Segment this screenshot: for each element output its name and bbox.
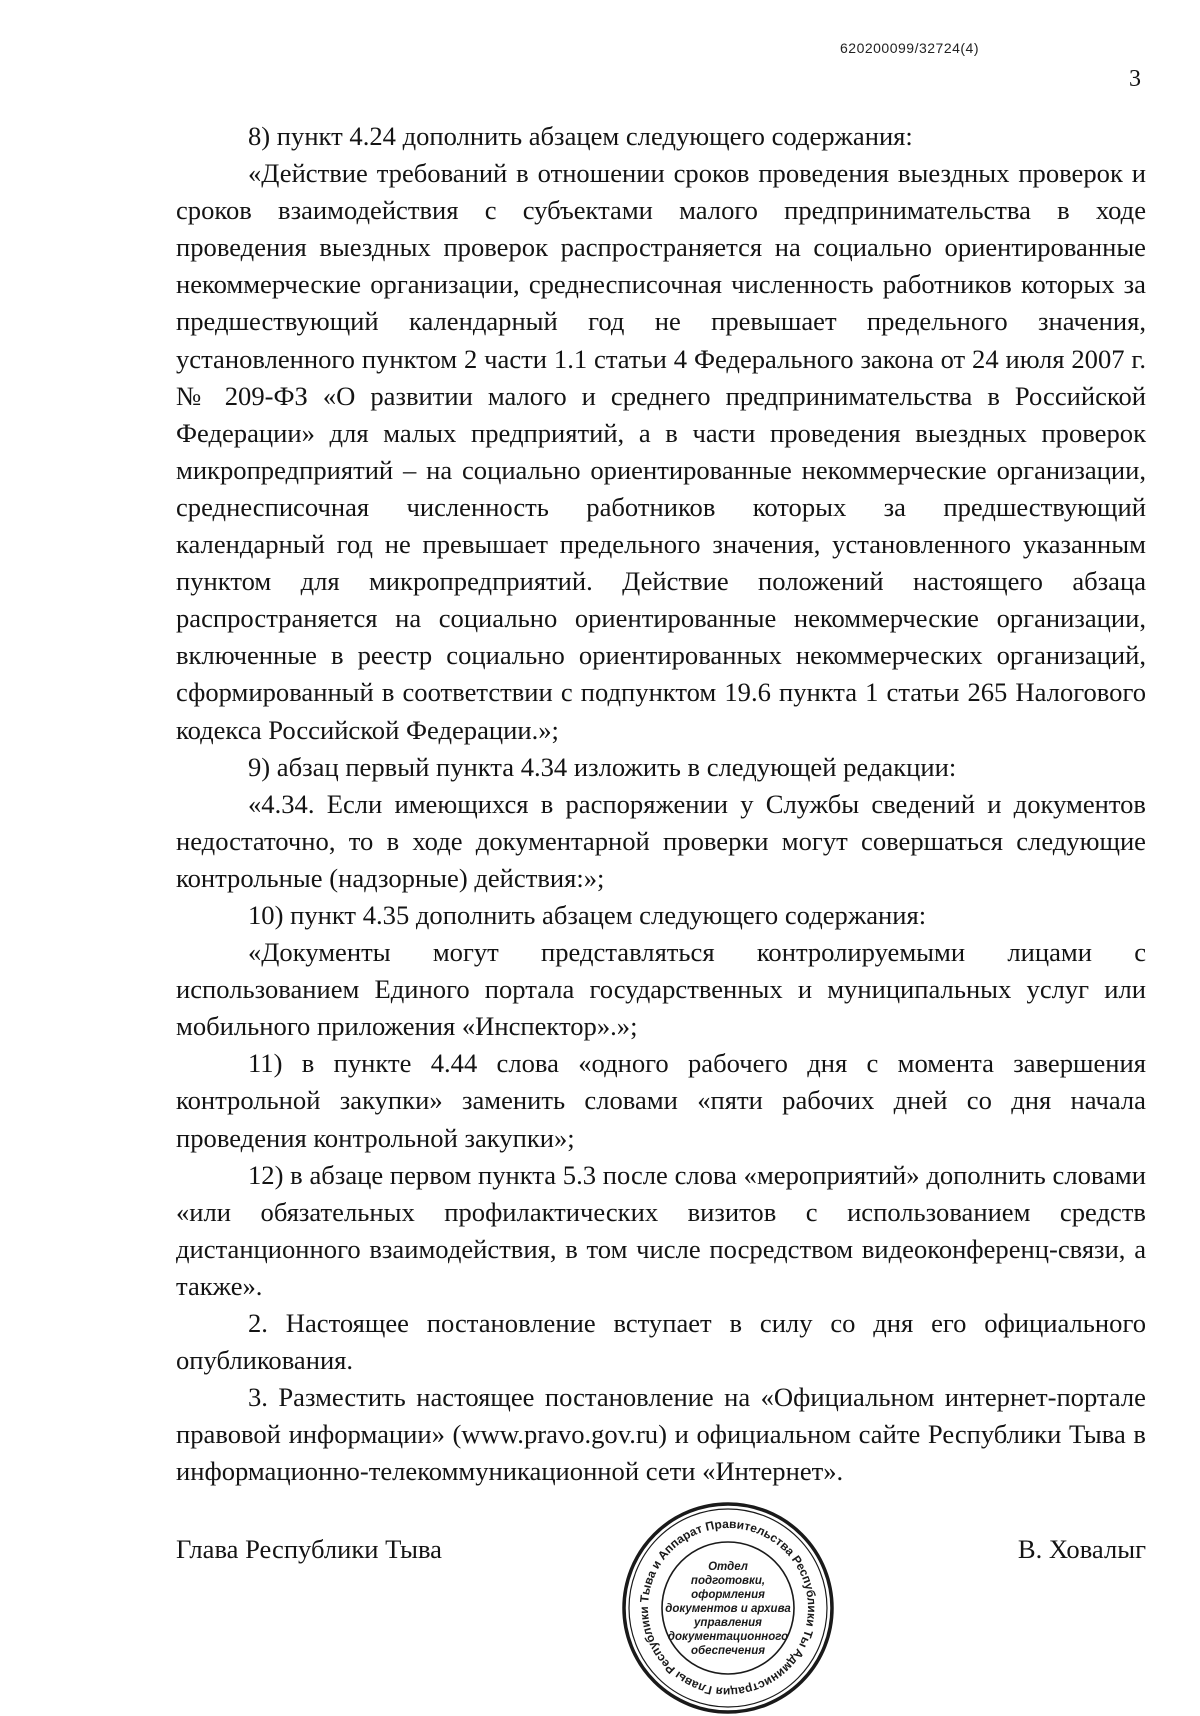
paragraph-item-10: 10) пункт 4.35 дополнить абзацем следующего содержания:: [248, 899, 927, 930]
seal-center-line: Отдел: [708, 1561, 748, 1573]
paragraph-clause-2: 2. Настоящее постановление вступает в силу со дня его официального опубликования.: [176, 1308, 1146, 1376]
paragraph-clause-3: 3. Разместить настоящее постановление на «Официальном интернет-портале правовой информации» (www.pravo.gov.ru) и официальном сайте Республики Тыва в информационно-телекоммуникационной сети «Интернет».: [176, 1382, 1146, 1487]
seal-center-line: документационного: [667, 1631, 789, 1643]
document-body: [176, 118, 1146, 1490]
paragraph-item-10-quote: «Документы могут представляться контролируемыми лицами с использованием Единого портала государственных и муниципальных услуг или мобильного приложения «Инспектор».»;: [176, 937, 1146, 1042]
signatory-position: Глава Республики Тыва: [176, 1534, 442, 1564]
signatory-name: В. Ховалыг: [1017, 1534, 1146, 1564]
paragraph-item-8: 8) пункт 4.24 дополнить абзацем следующего содержания:: [248, 121, 913, 151]
seal-center-line: подготовки,: [690, 1575, 766, 1587]
seal-center-line: документов и архива: [665, 1603, 791, 1615]
seal-center-line: управления: [694, 1617, 762, 1629]
paragraph-item-9-quote: «4.34. Если имеющихся в распоряжении у Службы сведений и документов недостаточно, то в ходе документарной проверки могут совершаться следующие контрольные (надзорные) действия:»;: [176, 788, 1146, 893]
official-seal-stamp: [620, 1500, 836, 1716]
paragraph-item-12: 12) в абзаце первом пункта 5.3 после слова «мероприятий» дополнить словами «или обязательных профилактических визитов с использованием средств дистанционного взаимодействия, в том числе посредством видеоконференц-связи, а также».: [176, 1159, 1146, 1301]
paragraph-item-8-quote: «Действие требований в отношении сроков проведения выездных проверок и сроков взаимодействия с субъектами малого предпринимательства в ходе проведения выездных проверок распространяется на социально ориентированные некоммерческие организации, среднесписочная численность работников которых за предшествующий календарный год не превышает предельного значения, установленного пунктом 2 части 1.1 статьи 4 Федерального закона от 24 июля 2007 г. № 209-ФЗ «О развитии малого и среднего предпринимательства в Российской Федерации» для малых предприятий, а в части проведения выездных проверок микропредприятий – на социально ориентированные некоммерческие организации, среднесписочная численность работников которых за предшествующий календарный год не превышает предельного значения, установленного указанным пунктом для микропредприятий. Действие положений настоящего абзаца распространяется на социально ориентированные некоммерческие организации, включенные в реестр социально ориентированных некоммерческих организаций, сформированный в соответствии с подпунктом 19.6 пункта 1 статьи 265 Налогового кодекса Российской Федерации.»;: [176, 158, 1146, 745]
paragraph-item-11: 11) в пункте 4.44 слова «одного рабочего дня с момента завершения контрольной закупки» заменить словами «пяти рабочих дней со дня начала проведения контрольной закупки»;: [176, 1048, 1146, 1153]
seal-ring-text: Администрация Главы Республики Тыва и Аппарат Правительства Республики Тыва: [636, 1516, 820, 1700]
seal-center-line: обеспечения: [690, 1645, 766, 1657]
page-number: 3: [1129, 66, 1141, 92]
document-registration-number: 620200099/32724(4): [840, 40, 980, 56]
seal-center-line: оформления: [691, 1589, 765, 1601]
paragraph-item-9: 9) абзац первый пункта 4.34 изложить в следующей редакции:: [248, 751, 957, 782]
